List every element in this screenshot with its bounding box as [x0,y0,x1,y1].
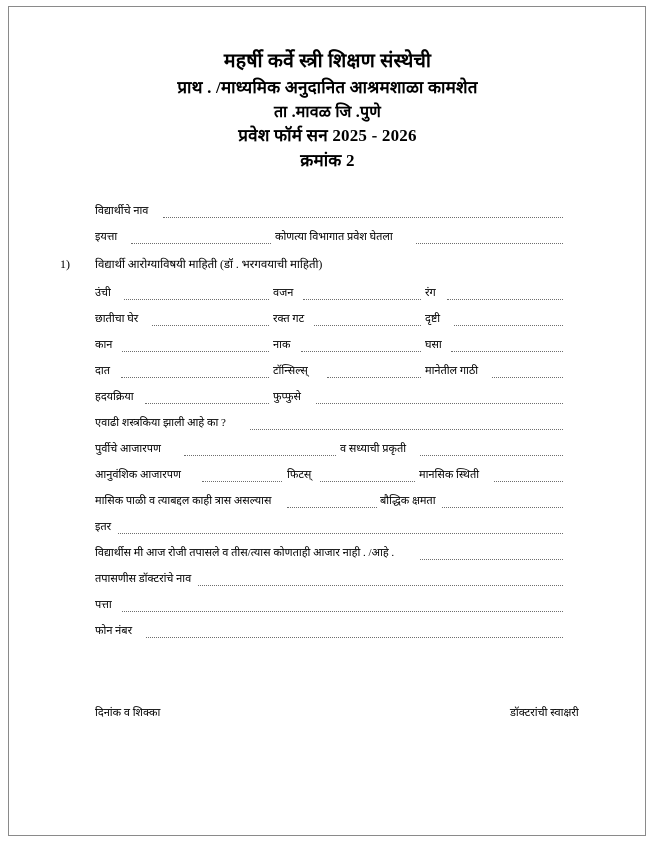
field-row-menstrual [0,495,655,521]
fill-line-throat[interactable] [451,351,563,352]
fill-line-neck-glands[interactable] [492,377,563,378]
field-row-past-illness [0,443,655,469]
heading-line-2: प्राथ . /माध्यमिक अनुदानित आश्रमशाळा कामशेत [177,78,478,98]
fill-line-admission-department[interactable] [416,243,563,244]
fill-line-current-health[interactable] [420,455,563,456]
label-declaration: विद्यार्थीस मी आज रोजी तपासले व तीस/त्यास कोणताही आजार नाही . /आहे . [95,547,395,559]
field-row-phone [0,625,655,651]
fill-line-menstrual[interactable] [287,507,377,508]
field-row-standard [0,231,655,257]
fill-line-address[interactable] [122,611,563,612]
field-row-teeth [0,365,655,391]
fill-line-tonsils[interactable] [327,377,421,378]
fill-line-fits[interactable] [320,481,415,482]
field-row-heart [0,391,655,417]
label-student-name: विद्यार्थीचे नाव [95,205,149,217]
label-date-stamp: दिनांक व शिक्का [95,707,161,719]
fill-line-heart[interactable] [145,403,269,404]
fill-line-vision[interactable] [454,325,563,326]
label-vision: दृष्टी [425,313,441,325]
field-row-student-name [0,205,655,231]
label-past-illness: पुर्वीचे आजारपण [95,443,161,455]
fill-line-standard[interactable] [131,243,271,244]
fill-line-weight[interactable] [303,299,421,300]
label-mental-state: मानसिक स्थिती [419,469,480,481]
field-row-chest [0,313,655,339]
field-row-hereditary [0,469,655,495]
label-neck-glands: मानेतील गाठी [425,365,479,377]
label-height: उंची [95,287,111,299]
fill-line-surgery[interactable] [250,429,563,430]
section-number: 1) [60,257,70,271]
fill-line-lungs[interactable] [316,403,563,404]
label-lungs: फुप्फुसे [273,391,301,403]
fill-line-mental-state[interactable] [494,481,563,482]
label-current-health: व सध्याची प्रकृती [340,443,407,455]
label-standard: इयत्ता [95,231,118,243]
fill-line-past-illness[interactable] [184,455,336,456]
fill-line-phone[interactable] [146,637,563,638]
field-row-height [0,287,655,313]
label-throat: घसा [425,339,442,351]
heading-line-3: ता .मावळ जि .पुणे [273,103,382,121]
heading-line-4: प्रवेश फॉर्म सन 2025 - 2026 [238,126,417,146]
fill-line-declaration[interactable] [420,559,563,560]
label-hereditary-illness: आनुवंशिक आजारपण [95,469,181,481]
label-address: पत्ता [95,599,112,611]
label-ears: कान [95,339,113,351]
fill-line-student-name[interactable] [163,217,563,218]
document-heading [0,48,655,173]
heading-line-5: क्रमांक 2 [300,150,355,170]
fill-line-intellectual[interactable] [442,507,563,508]
form-body [0,205,655,651]
field-row-surgery [0,417,655,443]
label-admission-department: कोणत्या विभागात प्रवेश घेतला [275,231,393,243]
label-doctor-name: तपासणीस डॉक्टरांचे नाव [95,573,192,585]
fill-line-chest[interactable] [152,325,269,326]
fill-line-height[interactable] [124,299,269,300]
label-chest: छातीचा घेर [95,313,139,325]
fill-line-nose[interactable] [301,351,421,352]
fill-line-other[interactable] [118,533,563,534]
label-fits: फिटस् [287,469,312,481]
field-row-address [0,599,655,625]
label-other: इतर [95,521,112,533]
field-row-other [0,521,655,547]
label-doctor-signature: डॉक्टरांची स्वाक्षरी [510,707,579,719]
fill-line-hereditary[interactable] [202,481,282,482]
label-teeth: दात [95,365,110,377]
field-row-doctor-name [0,573,655,599]
heading-line-1: महर्षी कर्वे स्त्री शिक्षण संस्थेची [223,51,432,72]
fill-line-blood-group[interactable] [314,325,421,326]
label-color: रंग [425,287,436,299]
section-title: विद्यार्थी आरोग्याविषयी माहिती (डॉ . भरगवयाची माहिती) [95,259,323,271]
label-phone: फोन नंबर [95,625,133,637]
field-row-declaration [0,547,655,573]
fill-line-color[interactable] [447,299,563,300]
fill-line-doctor-name[interactable] [198,585,563,586]
label-tonsils: टॉन्सिल्स् [273,365,308,377]
label-intellectual-capacity: बौद्धिक क्षमता [380,495,436,507]
section-health-info [0,257,655,287]
label-menstrual: मासिक पाळी व त्याबद्दल काही त्रास असल्यास [95,495,272,507]
label-surgery-question: एवाढी शस्त्रकिया झाली आहे का ? [95,417,226,429]
label-heart: हदयक्रिया [95,391,134,403]
label-nose: नाक [273,339,291,351]
fill-line-ears[interactable] [122,351,269,352]
field-row-ears [0,339,655,365]
label-blood-group: रक्त गट [273,313,305,325]
fill-line-teeth[interactable] [121,377,269,378]
label-weight: वजन [273,287,294,299]
